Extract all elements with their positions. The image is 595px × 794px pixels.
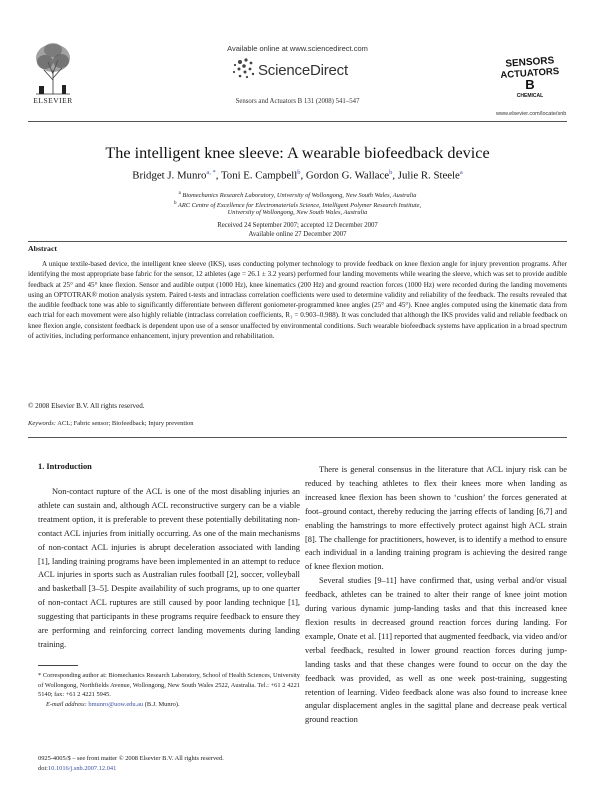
journal-reference: Sensors and Actuators B 131 (2008) 541–547 <box>235 98 360 105</box>
abstract-bottom-rule <box>28 437 567 438</box>
author-name: Bridget J. Munro <box>132 169 207 182</box>
corresponding-footnote <box>38 671 300 709</box>
abstract-heading: Abstract <box>28 244 58 253</box>
abstract-copyright: © 2008 Elsevier B.V. All rights reserved. <box>28 402 145 410</box>
abstract-text: A unique textile-based device, the intelligent knee sleeve (IKS), uses conducting polymer technology to provide feedback on knee flexion angle for injury prevention programs. After identifying the most appropriate base fabric for the sensor, 12 athletes (age = 26.1 ± 3.2 years) performed four landing movements while wearing the sleeve, which was set to provide audible feedback at 25° and 45° knee flexion. Sensor and audible output (1000 Hz), knee kinematics (200 Hz) and ground reaction forces (1000 Hz) were recorded during the landing movements using an OPTOTRAK® motion analysis system. Paired t-tests and intraclass correlation coefficients were used to determine validity and reliability of the feedback. The results revealed that the audible feedback tone was able to significantly differentiate between different goniometer-programmed knee angles (25° and 45°). Knee angles computed using the kinematic data from each trial for each movement were also highly reliable (intraclass correlation coefficients, R₁ = 0.903–0.988). It was concluded that although the IKS provides valid and reliable feedback on knee flexion angle, consistent feedback is dependent upon use of a sensor unaffected by environmental conditions. Such wearable biofeedback systems have application in a broad spectrum of activities, including performance enhancement, injury prevention and rehabilitation. <box>28 260 567 341</box>
paragraph: There is general consensus in the literature that ACL injury risk can be reduced by teaching athletes to flex their knees more when landing as increased knee flexion has been shown to ‘cushion’ the forces generated at foot–ground contact, thereby reducing the jarring effects of landing [6,7] and enabling the hamstrings to more effectively protect against high ACL strain [8]. The challenge for practitioners, however, is to identify a method to ensure each individual in a landing training program is achieving the desired range of knee flexion motion. <box>305 465 567 572</box>
paragraph: Several studies [9–11] have confirmed that, using verbal and/or visual feedback, athletes can be trained to alter their range of knee joint motion during various dynamic jump-landing tasks and that this increased knee flexion results in decreased ground reaction forces during landing. For example, Onate et al. [11] reported that augmented feedback, via video and/or verbal feedback, resulted in lower ground reaction forces during jump-landing tasks and that these changes were found to occur on the day the feedback was provided, as well as one week post-training, suggesting retention of learning. Video feedback alone was also found to increase knee angular displacement angles in the sagittal plane and decrease peak vertical ground reaction <box>305 576 567 725</box>
author-sup[interactable]: a <box>459 169 463 176</box>
front-matter <box>38 754 338 773</box>
right-column <box>305 463 567 727</box>
author-sup[interactable]: b <box>297 169 301 176</box>
sa-logo-actuators: ACTUATORS <box>500 65 560 82</box>
keywords <box>28 420 194 427</box>
keywords-label: Keywords: <box>28 420 56 427</box>
email-label: E-mail address: <box>46 700 87 708</box>
email-link[interactable]: bmunro@uow.edu.au <box>88 700 144 708</box>
sa-logo-sensors: SENSORS <box>505 55 555 70</box>
doi-label: doi: <box>38 764 48 772</box>
header-rule <box>28 121 567 122</box>
sensors-actuators-logo-icon <box>500 54 560 100</box>
section-heading: 1. Introduction <box>38 462 92 471</box>
affiliation: $^b$ ARC Centre of Excellence for Electromaterials Science, Intelligent Polymer Research Institute, <box>173 201 422 210</box>
sciencedirect-wordmark: ScienceDirect <box>258 62 348 79</box>
paper-title: The intelligent knee sleeve: A wearable biofeedback device <box>105 144 490 162</box>
doi-link[interactable]: 10.1016/j.snb.2007.12.041 <box>47 764 117 772</box>
footnote-rule <box>38 665 78 666</box>
sa-logo-chemical: CHEMICAL <box>516 93 544 99</box>
paragraph: Non-contact rupture of the ACL is one of the most disabling injuries an athlete can sustain and, although ACL reconstructive surgery can be a viable treatment option, it is preferable to prevent these potentially debilitating non-contact ACL injuries from initially occurring. As one of the main mechanisms of non-contact ACL injuries is abrupt deceleration associated with landing [1], landing training programs have been implemented in an attempt to reduce ACL injuries in sports such as Australian rules football [2], soccer, volleyball and basketball [3–5]. Despite availability of such programs, up to one quarter of non-contact ACL ruptures are still caused by poor landing technique [1], suggesting that participants in these programs require feedback to ensure they are performing and reinforcing correct landing movements during landing training. <box>38 487 300 649</box>
elsevier-tree-logo-icon <box>30 40 76 96</box>
email-name: (B.J. Munro). <box>144 700 180 708</box>
journal-url[interactable]: www.elsevier.com/locate/snb <box>496 111 567 117</box>
author-sup[interactable]: b <box>389 169 393 176</box>
left-column <box>38 485 300 652</box>
sa-logo-b: B <box>525 77 535 92</box>
footnote-text: * Corresponding author at: Biomechanics Research Laboratory, School of Health Sciences, University of Wollongong, Northfields Avenue, Wollongong, New South Wales 2522, Australia. Tel.: +61 2 4221 5140; fax: +61 2 4221 5945. <box>38 672 300 698</box>
author-name: Gordon G. Wallace <box>305 169 390 182</box>
elsevier-wordmark: ELSEVIER <box>33 96 73 105</box>
author-name: Julie R. Steele <box>397 169 460 182</box>
abstract-top-rule <box>28 241 567 242</box>
keywords-list: ACL; Fabric sensor; Biofeedback; Injury prevention <box>57 420 194 427</box>
issn-line: 0925-4005/$ – see front matter © 2008 Elsevier B.V. All rights reserved. <box>38 755 224 762</box>
received-date: Received 24 September 2007; accepted 12 December 2007 <box>217 222 378 229</box>
author-name: Toni E. Campbell <box>220 169 298 182</box>
online-date: Available online 27 December 2007 <box>248 231 347 238</box>
affiliation: $^a$ Biomechanics Research Laboratory, University of Wollongong, New South Wales, Australia <box>178 191 417 200</box>
author-list: Bridget J. Munro$^{a, *}$, Toni E. Campbell$^b$, Gordon G. Wallace$^b$, Julie R. Steele$^a$ <box>132 169 463 182</box>
affiliation: University of Wollongong, New South Wales, Australia <box>227 209 368 216</box>
available-online: Available online at www.sciencedirect.com <box>227 44 368 53</box>
author-sup[interactable]: a, * <box>206 169 216 176</box>
